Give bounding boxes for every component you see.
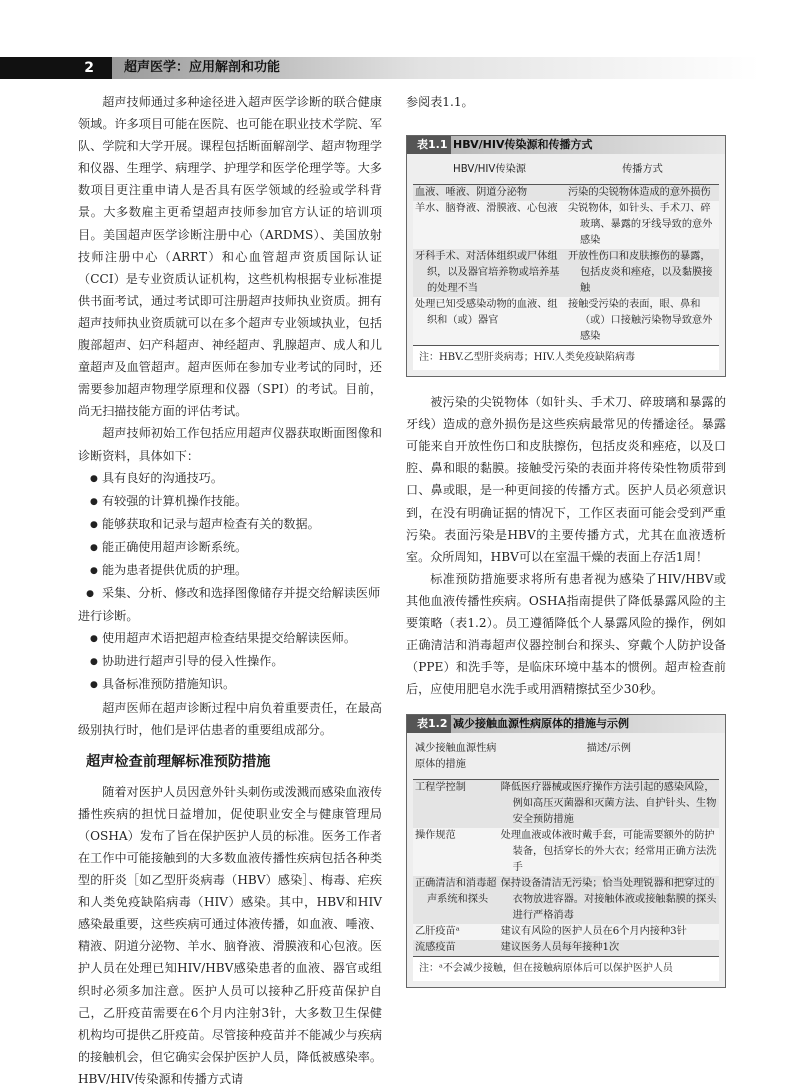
list-item: ● 能正确使用超声诊断系统。 <box>78 536 382 559</box>
table-2 <box>406 714 726 988</box>
paragraph-intro: 超声技师通过多种途径进入超声医学诊断的联合健康领域。许多项目可能在医院、也可能在职业技术学院、军队、学院和大学开展。课程包括断面解剖学、超声物理学和仪器、生理学、病理学、护理学和医学伦理学等。大多数项目更注重申请人是否具有医学领域的经验或学科背景。大多数雇主更希望超声技师参加官方认证的培训项目。美国超声医学诊断注册中心（ARDMS）、美国放射技师注册中心（ARRT）和心血管超声资质国际认证（CCI）是专业资质认证机构，这些机构根据专业标准提供书面考试，通过考试即可注册超声技师执业资质。拥有超声技师执业资质就可以在多个超声专业领域执业，包括腹部超声、妇产科超声、神经超声、乳腺超声、成人和儿童超声及血管超声。超声医师在参加专业考试的同时，还需要参加超声物理学原理和仪器（SPI）的考试。目前，尚无扫描技能方面的评估考试。 <box>78 95 382 419</box>
bullet-icon: ● <box>90 657 98 668</box>
bullet-icon: ● <box>90 542 98 553</box>
duties-list <box>78 467 382 697</box>
table-cell: 保持设备清洁无污染；恰当处理锐器和把穿过的衣物放进容器。对接触体液或接触黏膜的探头进行严格消毒 <box>500 878 717 922</box>
section-heading: 超声检查前理解标准预防措施 <box>86 753 271 770</box>
table-2-title <box>407 715 725 733</box>
table-cell: 血液、唾液、阴道分泌物 <box>415 187 528 199</box>
table-row <box>413 249 719 297</box>
list-item: ● 具有良好的沟通技巧。 <box>78 467 382 490</box>
table-cell: 工程学控制 <box>415 782 466 794</box>
table-row <box>413 828 719 876</box>
table-1 <box>406 135 726 377</box>
list-item: ● 能够获取和记录与超声检查有关的数据。 <box>78 513 382 536</box>
table-row <box>413 297 719 346</box>
list-item: ● 协助进行超声引导的侵入性操作。 <box>78 650 382 673</box>
list-item: ● 有较强的计算机操作技能。 <box>78 490 382 513</box>
table-cell: 污染的尖锐物体造成的意外损伤 <box>568 187 711 199</box>
table-cell: 乙肝疫苗ᵃ <box>415 926 460 938</box>
table-cell: 建议有风险的医护人员在6个月内接种3针 <box>500 926 687 938</box>
bullet-icon: ● <box>90 519 98 530</box>
table-2-note: 注：ᵃ不会减少接触，但在接触病原体后可以保护医护人员 <box>413 957 719 981</box>
table-1-title <box>407 136 725 154</box>
table-2-grid <box>413 733 719 957</box>
page-number: 2 <box>84 60 94 76</box>
left-column <box>78 91 382 1090</box>
table-cell: 接触受污染的表面，眼、鼻和（或）口接触污染物导致意外感染 <box>568 299 713 343</box>
right-column <box>406 91 726 988</box>
column-header: 减少接触血源性病原体的措施 <box>415 743 497 771</box>
table-cell: 操作规范 <box>415 830 456 842</box>
table-cell: 正确清洁和消毒超声系统和探头 <box>415 878 497 906</box>
table-1-note: 注：HBV.乙型肝炎病毒；HIV.人类免疫缺陷病毒 <box>413 346 719 370</box>
list-item: ● 能为患者提供优质的护理。 <box>78 559 382 582</box>
bullet-icon: ● <box>90 680 98 691</box>
table-1-caption: HBV/HIV传染源和传播方式 <box>453 138 593 152</box>
table-row <box>413 201 719 249</box>
bullet-icon: ● <box>86 589 94 600</box>
table-cell: 处理血液或体液时戴手套，可能需要额外的防护装备，包括穿长的外大衣；经常用正确方法洗手 <box>500 830 717 874</box>
table-header-row <box>413 733 719 780</box>
table-cell: 流感疫苗 <box>415 942 456 954</box>
bullet-icon: ● <box>90 496 98 507</box>
table-header-row <box>413 154 719 185</box>
table-2-number: 表1.2 <box>417 717 448 731</box>
table-cell: 建议医务人员每年接种1次 <box>500 942 620 954</box>
list-item: ● 采集、分析、修改和选择图像储存并提交给解读医师进行诊断。 <box>78 582 382 627</box>
table-row <box>413 185 719 202</box>
running-header <box>0 57 800 79</box>
bullet-icon: ● <box>90 473 98 484</box>
table-cell: 羊水、脑脊液、滑膜液、心包液 <box>415 203 558 215</box>
paragraph-standards: 随着对医护人员因意外针头刺伤或泼溅而感染血液传播性疾病的担忧日益增加，促使职业安全与健康管理局（OSHA）发布了旨在保护医护人员的标准。医务工作者在工作中可能接触到的大多数血液传播性疾病包括各种类型的肝炎［如乙型肝炎病毒（HBV）感染］、梅毒、疟疾和人类免疫缺陷病毒（HIV）感染。其中，HBV和HIV感染最重要，这些疾病可通过体液传播，如血液、唾液、精液、阴道分泌物、羊水、脑脊液、滑膜液和心包液。医护人员在处理已知HIV/HBV感染患者的血液、器官或组织时必须多加注意。医护人员可以接种乙肝疫苗保护自己，乙肝疫苗需要在6个月内注射3针，大多数卫生保健机构均可提供乙肝疫苗。尽管接种疫苗并不能减少与疾病的接触机会，但它确实会保护医护人员，降低被感染率。HBV/HIV传染源和传播方式请 <box>78 784 382 1086</box>
column-header: 描述/示例 <box>586 743 631 755</box>
table-row <box>413 780 719 829</box>
table-cell: 尖锐物体，如针头、手术刀、碎玻璃、暴露的牙线导致的意外感染 <box>568 203 713 247</box>
table-2-caption: 减少接触血源性病原体的措施与示例 <box>453 717 629 731</box>
paragraph-transmission: 被污染的尖锐物体（如针头、手术刀、碎玻璃和暴露的牙线）造成的意外损伤是这些疾病最常见的传播途径。暴露可能来自开放性伤口和皮肤擦伤，包括皮炎和痤疮，以及口腔、鼻和眼的黏膜。接触受污染的表面并将传染性物质带到口、鼻或眼，是一种更间接的传播方式。医护人员必须意识到，在没有明确证据的情况下，工作区表面可能会受到严重污染。表面污染是HBV的主要传播方式，尤其在血液透析室。众所周知，HBV可以在室温干燥的表面上存活1周！ <box>406 395 726 564</box>
book-title: 超声医学：应用解剖和功能 <box>124 60 281 75</box>
paragraph-initial-work: 超声技师初始工作包括应用超声仪器获取断面图像和诊断资料，具体如下： <box>78 426 382 463</box>
table-row <box>413 940 719 957</box>
list-item: ● 使用超声术语把超声检查结果提交给解读医师。 <box>78 627 382 650</box>
table-cell: 开放性伤口和皮肤擦伤的暴露，包括皮炎和痤疮，以及黏膜接触 <box>568 251 713 295</box>
table-row <box>413 876 719 924</box>
list-item: ● 具备标准预防措施知识。 <box>78 673 382 696</box>
paragraph-table-ref: 参阅表1.1。 <box>406 95 474 109</box>
column-header: 传播方式 <box>622 164 663 176</box>
paragraph-precautions: 标准预防措施要求将所有患者视为感染了HIV/HBV或其他血液传播性疾病。OSHA指南提供了降低暴露风险的主要策略（表1.2）。员工遵循降低个人暴露风险的操作，例如正确清洁和消毒超声仪器控制台和探头、穿戴个人防护设备（PPE）和洗手等，是临床环境中基本的惯例。超声检查前后，应使用肥皂水洗手或用酒精擦拭至少30秒。 <box>406 571 726 697</box>
table-cell: 处理已知受感染动物的血液、组织和（或）器官 <box>415 299 558 327</box>
paragraph-responsibility: 超声医师在超声诊断过程中肩负着重要责任，在最高级别执行时，他们是评估患者的重要组成部分。 <box>78 700 382 737</box>
table-cell: 降低医疗器械或医疗操作方法引起的感染风险，例如高压灭菌器和灭菌方法、自护针头、生物安全预防措施 <box>500 782 717 826</box>
table-cell: 牙科手术、对活体组织或尸体组织，以及器官培养物或培养基的处理不当 <box>415 251 560 295</box>
bullet-icon: ● <box>90 565 98 576</box>
column-header: HBV/HIV传染源 <box>453 164 526 176</box>
table-1-grid <box>413 154 719 346</box>
bullet-icon: ● <box>90 634 98 645</box>
table-1-number: 表1.1 <box>417 138 448 152</box>
table-row <box>413 924 719 940</box>
